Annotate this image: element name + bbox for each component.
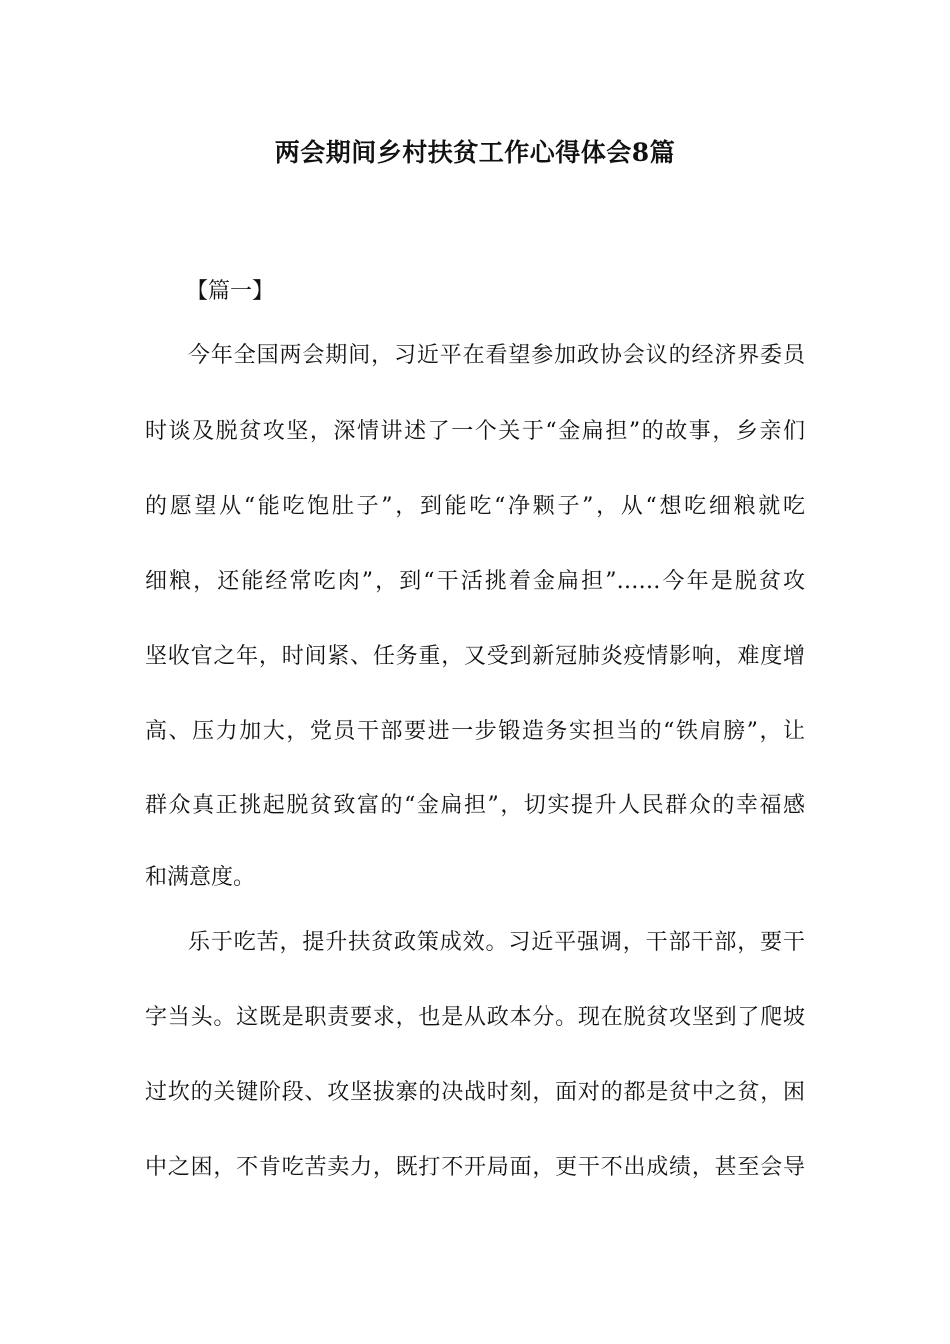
document-title: 两会期间乡村扶贫工作心得体会8篇	[274, 138, 676, 167]
paragraph-line: 时谈及脱贫攻坚，深情讲述了一个关于“金扁担”的故事，乡亲们	[145, 419, 805, 444]
paragraph-line: 坚收官之年，时间紧、任务重，又受到新冠肺炎疫情影响，难度增	[145, 644, 805, 669]
paragraph-line: 的愿望从“能吃饱肚子”，到能吃“净颗子”，从“想吃细粮就吃	[145, 494, 805, 519]
paragraph-line: 中之困，不肯吃苦卖力，既打不开局面，更干不出成绩，甚至会导	[145, 1155, 805, 1180]
paragraph-line: 高、压力加大，党员干部要进一步锻造务实担当的“铁肩膀”，让	[145, 719, 805, 744]
paragraph-line: 过坎的关键阶段、攻坚拔寨的决战时刻，面对的都是贫中之贫，困	[145, 1080, 805, 1105]
paragraph-line: 细粮，还能经常吃肉”，到“干活挑着金扁担”……今年是脱贫攻	[145, 569, 805, 594]
paragraph-line: 今年全国两会期间，习近平在看望参加政协会议的经济界委员	[188, 343, 805, 368]
paragraph-line: 群众真正挑起脱贫致富的“金扁担”，切实提升人民群众的幸福感	[145, 793, 805, 818]
paragraph-line: 和满意度。	[145, 865, 256, 890]
paragraph-line: 乐于吃苦，提升扶贫政策成效。习近平强调，干部干部，要干	[188, 930, 805, 955]
paragraph-line: 字当头。这既是职责要求，也是从政本分。现在脱贫攻坚到了爬坡	[145, 1005, 805, 1030]
section-label: 【篇一】	[186, 279, 275, 304]
